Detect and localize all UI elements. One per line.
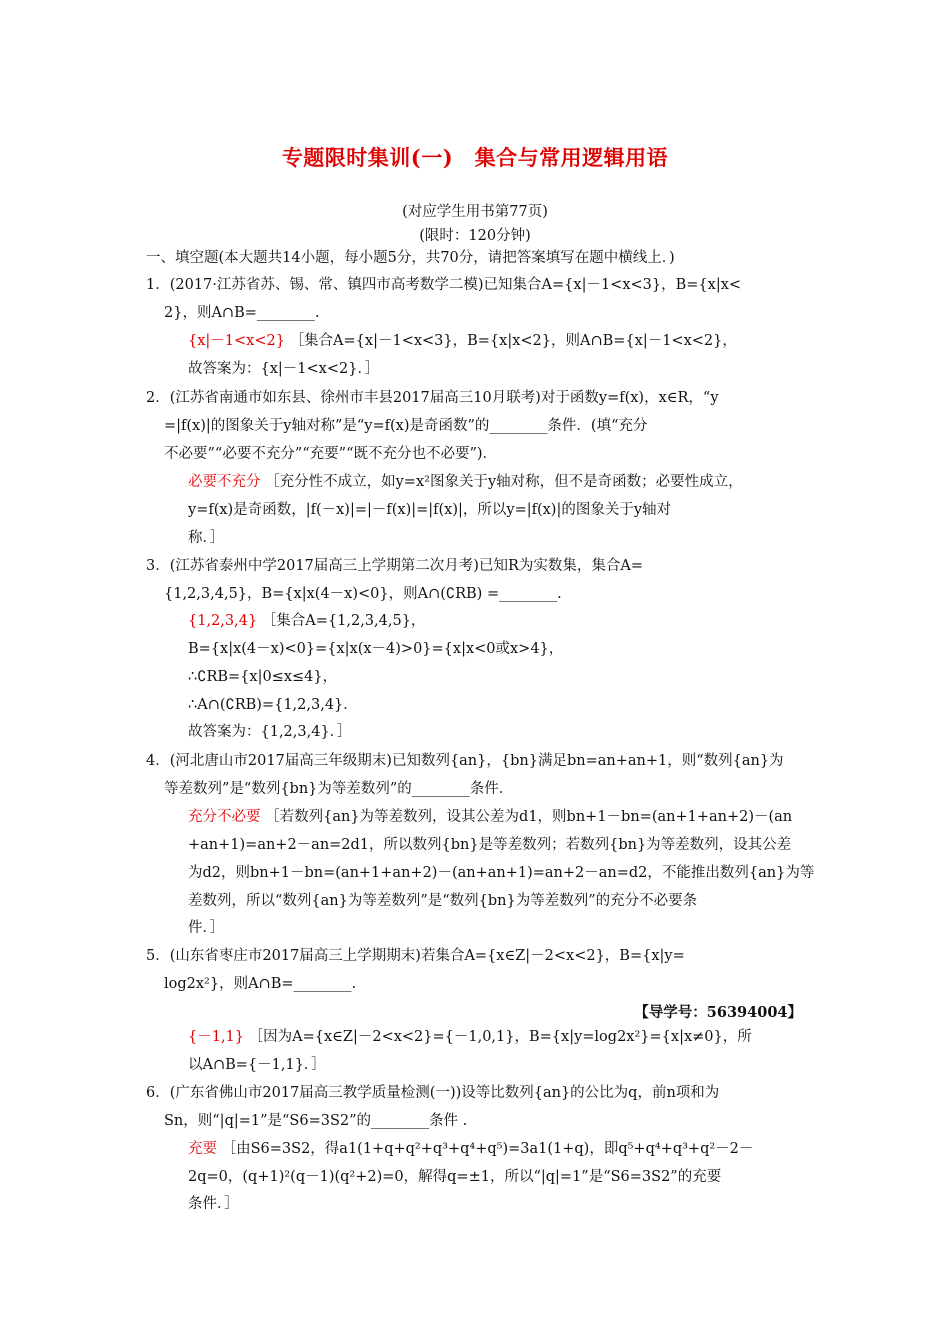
page-title: 专题限时集训(一) 集合与常用逻辑用语 (281, 145, 669, 170)
problem-5-answer: {－1,1} (188, 1029, 245, 1045)
problem-6-answer: 充要 (188, 1141, 217, 1157)
problem-5-solution-1: ［因为A={x∈Z|－2<x<2}={－1,0,1}，B={x|y=log2x²}={x|x≠0}，所 (248, 1029, 752, 1045)
problem-5-line-1: 5．(山东省枣庄市2017届高三上学期期末)若集合A={x∈Z|－2<x<2}，B={x|y= (146, 948, 685, 964)
section-heading: 一、填空题(本大题共14小题，每小题5分，共70分，请把答案填写在题中横线上．) (146, 250, 675, 266)
problem-3-solution-3: ∴∁RB={x|0≤x≤4}， (188, 669, 338, 685)
problem-2-answer: 必要不充分 (188, 474, 261, 490)
problem-4-solution-5: 件．］ (188, 920, 225, 936)
problem-2-solution-1: ［充分性不成立，如y=x²图象关于y轴对称，但不是奇函数；必要性成立， (265, 474, 743, 490)
problem-4-line-2: 等差数列”是“数列{bn}为等差数列”的________条件． (164, 781, 514, 797)
problem-6-solution-2: 2q=0，(q+1)²(q－1)(q²+2)=0，解得q=±1，所以“|q|=1”是“S6=3S2”的充要 (188, 1169, 722, 1185)
problem-3-solution-4: ∴A∩(∁RB)={1,2,3,4}． (188, 697, 358, 713)
problem-2-solution-3: 称．］ (188, 530, 225, 546)
source-note: (对应学生用书第77页) (402, 204, 548, 220)
problem-3-solution-2: B={x|x(4－x)<0}={x|x(x－4)>0}={x|x<0或x>4}， (188, 641, 564, 657)
problem-2-line-2: =|f(x)|的图象关于y轴对称”是“y=f(x)是奇函数”的________条件．(填“充分 (164, 418, 648, 434)
problem-4-solution-4: 差数列，所以“数列{an}为等差数列”是“数列{bn}为等差数列”的充分不必要条 (188, 893, 698, 909)
problem-4-answer: 充分不必要 (188, 809, 261, 825)
problem-6-solution-1: ［由S6=3S2，得a1(1+q+q²+q³+q⁴+q⁵)=3a1(1+q)，即q⁵+q⁴+q³+q²－2－ (221, 1141, 754, 1157)
problem-3-line-2: {1,2,3,4,5}，B={x|x(4－x)<0}，则A∩(∁RB) =________. (164, 586, 562, 602)
time-limit: (限时：120分钟) (419, 228, 531, 244)
problem-3-solution-5: 故答案为：{1,2,3,4}．］ (188, 724, 352, 740)
problem-3-line-1: 3．(江苏省泰州中学2017届高三上学期第二次月考)已知R为实数集，集合A= (146, 558, 643, 574)
problem-1-solution-2: 故答案为：{x|－1<x<2}．］ (188, 361, 380, 377)
problem-5-solution-2: 以A∩B={－1,1}．］ (188, 1057, 326, 1073)
problem-2-line-3: 不必要”“必要不充分”“充要”“既不充分也不必要”)． (164, 446, 498, 462)
problem-3-solution-1: ［集合A={1,2,3,4,5}， (261, 613, 426, 629)
problem-6-line-1: 6．(广东省佛山市2017届高三教学质量检测(一))设等比数列{an}的公比为q，前n项和为 (146, 1085, 720, 1101)
problem-4-solution-1: ［若数列{an}为等差数列，设其公差为d1，则bn+1－bn=(an+1+an+2)－(an (265, 809, 793, 825)
problem-1-line-2: 2}，则A∩B=________. (164, 305, 320, 321)
problem-6-line-2: Sn，则“|q|=1”是“S6=3S2”的________条件 . (164, 1113, 468, 1129)
study-guide-number: 【导学号：56394004】 (634, 1004, 802, 1021)
problem-4-solution-3: 为d2，则bn+1－bn=(an+1+an+2)－(an+an+1)=an+2－an=d2，不能推出数列{an}为等 (188, 865, 815, 881)
problem-2-solution-2: y=f(x)是奇函数，|f(－x)|=|－f(x)|=|f(x)|，所以y=|f(x)|的图象关于y轴对 (188, 502, 672, 518)
problem-1-solution-1: ［集合A={x|－1<x<3}，B={x|x<2}，则A∩B={x|－1<x<2}， (289, 333, 737, 349)
problem-4-line-1: 4．(河北唐山市2017届高三年级期末)已知数列{an}，{bn}满足bn=an+an+1，则“数列{an}为 (146, 753, 784, 769)
problem-5-line-2: log2x²}，则A∩B=________. (164, 976, 357, 992)
problem-1-answer: {x|－1<x<2} (188, 333, 285, 349)
problem-4-solution-2: +an+1)=an+2－an=2d1，所以数列{bn}是等差数列；若数列{bn}为等差数列，设其公差 (188, 837, 792, 853)
problem-3-answer: {1,2,3,4} (188, 613, 258, 629)
problem-6-solution-3: 条件．］ (188, 1196, 239, 1212)
problem-2-line-1: 2．(江苏省南通市如东县、徐州市丰县2017届高三10月联考)对于函数y=f(x)，x∈R，“y (146, 390, 719, 406)
problem-1-line-1: 1．(2017·江苏省苏、锡、常、镇四市高考数学二模)已知集合A={x|－1<x<3}，B={x|x< (146, 277, 742, 293)
